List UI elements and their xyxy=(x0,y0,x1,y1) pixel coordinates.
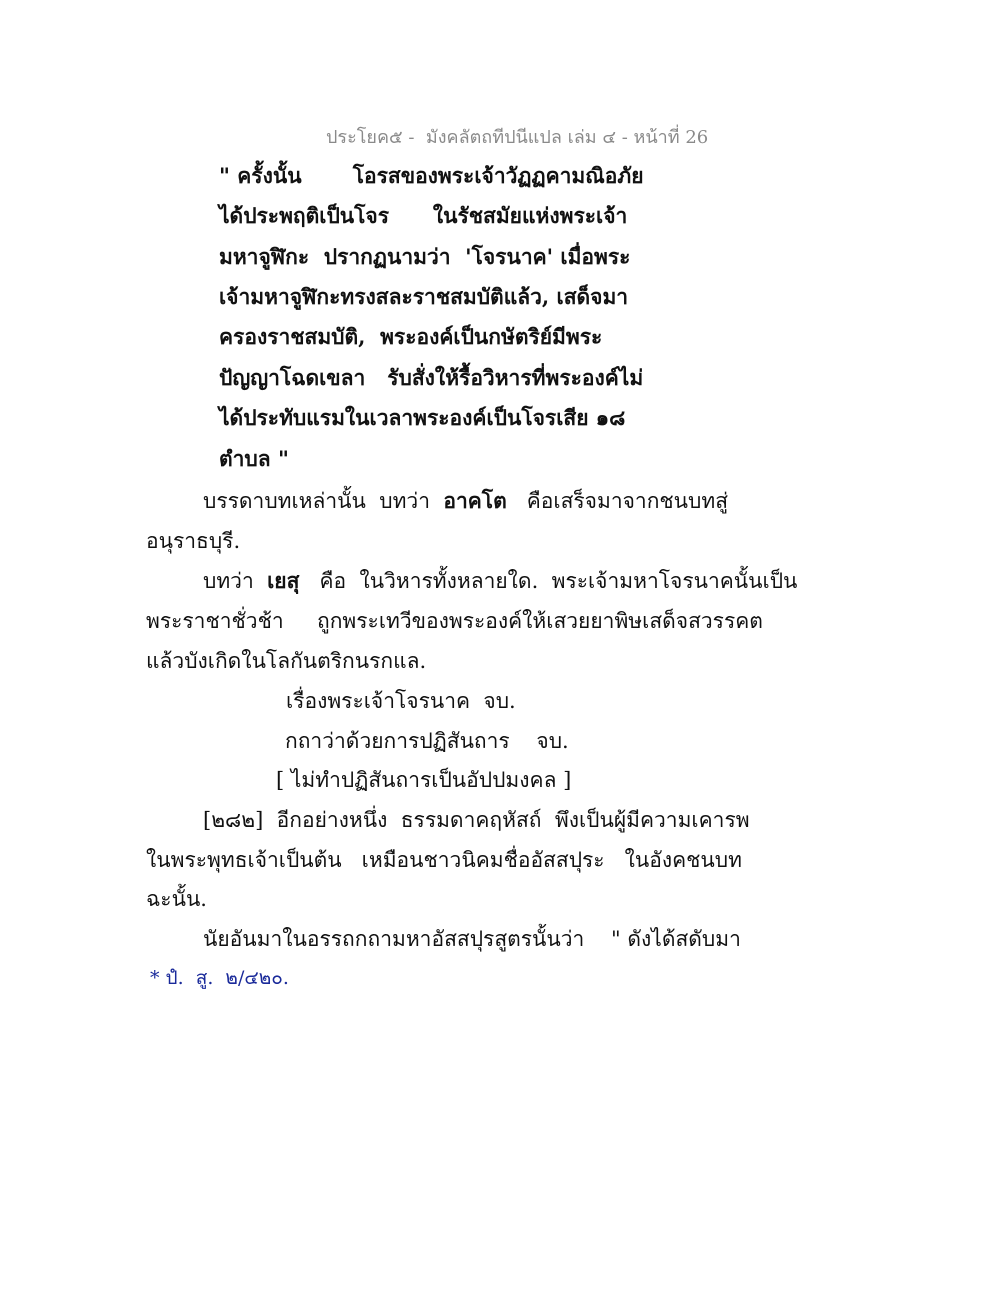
paragraph-line: อนุราธบุรี. xyxy=(146,529,241,553)
footnote: * ปํ. สู. ๒/๔๒๐. xyxy=(150,967,289,989)
verse-line: ครองราชสมบัติ, พระองค์เป็นกษัตริย์มีพระ xyxy=(219,324,603,349)
verse-line: ปัญญาโฉดเขลา รับสั่งให้รื้อวิหารที่พระองค์ไม่ xyxy=(219,365,644,390)
paragraph-line: [๒๘๒] อีกอย่างหนึ่ง ธรรมดาคฤหัสถ์ พึงเป็นผู้มีความเคารพ xyxy=(203,808,750,832)
term-bold: เยสุ xyxy=(267,568,300,593)
verse-line: เจ้ามหาจูฬิกะทรงสละราชสมบัติแล้ว, เสด็จมา xyxy=(219,284,629,309)
paragraph-text: บทว่า xyxy=(203,569,268,593)
section-end-line: เรื่องพระเจ้าโจรนาค จบ. xyxy=(286,689,516,713)
paragraph-line: พระราชาชั่วช้า ถูกพระเทวีของพระองค์ให้เสวยยาพิษเสด็จสวรรคต xyxy=(146,609,763,633)
paragraph-line: นัยอันมาในอรรถกถามหาอัสสปุรสูตรนั้นว่า " ดังได้สดับมา xyxy=(203,927,741,951)
paragraph-text: คือ ในวิหารทั้งหลายใด. พระเจ้ามหาโจรนาคนั้นเป็น xyxy=(299,569,798,593)
paragraph-text: คือเสร็จมาจากชนบทสู่ xyxy=(506,489,729,513)
verse-line: " ครั้งนั้น โอรสของพระเจ้าวัฏฏคามณิอภัย xyxy=(219,163,644,188)
paragraph-line: ฉะนั้น. xyxy=(146,887,207,911)
section-end-line: กถาว่าด้วยการปฏิสันถาร จบ. xyxy=(285,729,569,753)
section-heading: [ ไม่ทำปฏิสันถารเป็นอัปปมงคล ] xyxy=(276,768,572,792)
page-header: ประโยค๕ - มังคลัตถทีปนีแปล เล่ม ๔ - หน้าที่ 26 xyxy=(326,127,709,148)
verse-line: ตำบล " xyxy=(219,446,289,471)
paragraph-text: บรรดาบทเหล่านั้น บทว่า xyxy=(203,489,444,513)
verse-line: มหาจูฬิกะ ปรากฏนามว่า 'โจรนาค' เมื่อพระ xyxy=(219,244,631,269)
paragraph-line xyxy=(203,487,728,515)
paragraph-line: แล้วบังเกิดในโลกันตริกนรกแล. xyxy=(146,649,427,673)
verse-line: ได้ประพฤติเป็นโจร ในรัชสมัยแห่งพระเจ้า xyxy=(219,203,628,228)
paragraph-line xyxy=(203,567,797,595)
verse-line: ได้ประทับแรมในเวลาพระองค์เป็นโจรเสีย ๑๘ xyxy=(219,405,626,430)
term-bold: อาคโต xyxy=(443,488,507,513)
paragraph-line: ในพระพุทธเจ้าเป็นต้น เหมือนชาวนิคมชื่ออัสสปุระ ในอังคชนบท xyxy=(146,848,742,872)
